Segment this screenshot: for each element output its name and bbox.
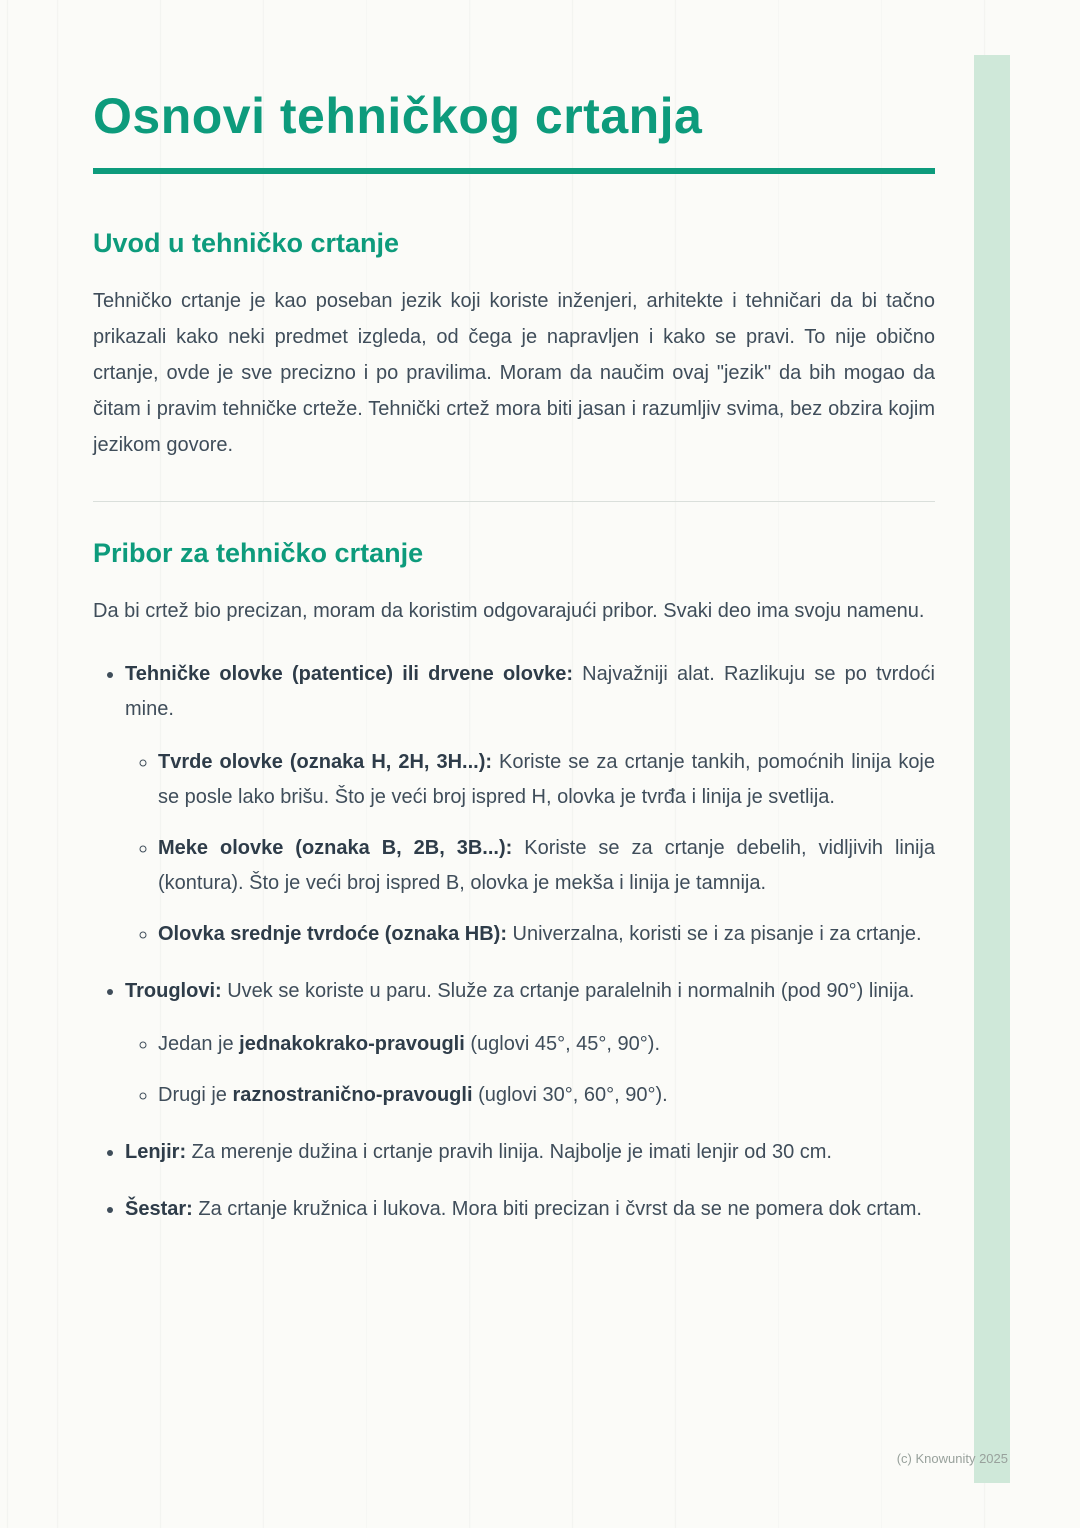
intro-paragraph: Tehničko crtanje je kao poseban jezik koji koriste inženjeri, arhitekte i tehničari da bi tačno prikazali kako neki predmet izgleda, od čega je napravljen i kako se pravi. To nije obično crtanje, ovde je sve precizno i po pravilima. Moram da naučim ovaj "jezik" da bih mogao da čitam i pravim tehničke crteže. Tehnički crtež mora biti jasan i razumljiv svima, bez obzira kojim jezikom govore. xyxy=(93,289,935,456)
pribor-paragraph: Da bi crtež bio precizan, moram da koristim odgovarajući pribor. Svaki deo ima svoju namenu. xyxy=(93,599,925,622)
list-item-hb-pencil xyxy=(158,917,935,952)
item-bold: Tvrde olovke (oznaka H, 2H, 3H...): xyxy=(158,750,493,773)
section-heading-intro: Uvod u tehničko crtanje xyxy=(93,227,400,258)
triangles-sublist xyxy=(125,1027,935,1113)
list-item-scalene-triangle xyxy=(158,1078,935,1113)
pencils-sublist xyxy=(125,745,935,952)
list-item-triangles xyxy=(125,974,935,1113)
item-bold: Šestar: xyxy=(125,1197,193,1220)
tools-list xyxy=(93,657,935,1227)
item-rest: Koriste se za crtanje tankih, pomoćnih linija koje se posle lako brišu. Što je veći broj ispred H, olovka je tvrđa i linija je svetlija. xyxy=(158,750,936,808)
list-item-pencils xyxy=(125,657,935,952)
list-item-text xyxy=(125,974,935,1009)
item-bold: Olovka srednje tvrdoće (oznaka HB): xyxy=(158,922,507,945)
item-bold: Lenjir: xyxy=(125,1140,187,1163)
list-item-text xyxy=(125,1192,935,1227)
list-item-text xyxy=(158,917,935,952)
item-bold: jednakokrako-pravougli xyxy=(239,1032,465,1055)
section-heading-pribor: Pribor za tehničko crtanje xyxy=(93,537,424,568)
item-rest: Koriste se za crtanje debelih, vidljivih linija (kontura). Što je veći broj ispred B, olovka je mekša i linija je tamnija. xyxy=(158,836,935,894)
title-underline xyxy=(93,168,935,174)
item-bold: Tehničke olovke (patentice) ili drvene olovke: xyxy=(125,662,573,685)
list-item-text xyxy=(125,657,935,727)
list-item-text xyxy=(158,831,935,901)
section-intro xyxy=(93,228,935,463)
list-item-soft-pencils xyxy=(158,831,935,901)
list-item-text xyxy=(158,745,935,815)
list-item-text xyxy=(125,1135,935,1170)
list-item-compass xyxy=(125,1192,935,1227)
item-bold: Meke olovke (oznaka B, 2B, 3B...): xyxy=(158,836,513,859)
item-rest: Za crtanje kružnica i lukova. Mora biti precizan i čvrst da se ne pomera dok crtam. xyxy=(192,1197,922,1220)
item-rest: (uglovi 45°, 45°, 90°). xyxy=(464,1032,661,1055)
right-accent-stripe xyxy=(974,55,1010,1483)
item-rest: (uglovi 30°, 60°, 90°). xyxy=(472,1083,668,1106)
list-item-isosceles-triangle xyxy=(158,1027,935,1062)
item-bold: Trouglovi: xyxy=(125,979,222,1002)
list-item-ruler xyxy=(125,1135,935,1170)
copyright-notice: (c) Knowunity 2025 xyxy=(896,1451,1008,1466)
item-rest: Uvek se koriste u paru. Služe za crtanje paralelnih i normalnih (pod 90°) linija. xyxy=(221,979,915,1002)
page-content xyxy=(93,0,935,1249)
item-rest: Za merenje dužina i crtanje pravih linija. Najbolje je imati lenjir od 30 cm. xyxy=(186,1140,832,1163)
item-prefix: Drugi je xyxy=(158,1083,233,1106)
item-rest: Najvažniji alat. Razlikuju se po tvrdoći mine. xyxy=(125,662,935,720)
item-rest: Univerzalna, koristi se i za pisanje i za crtanje. xyxy=(506,922,922,945)
section-divider xyxy=(93,501,935,502)
list-item-hard-pencils xyxy=(158,745,935,815)
list-item-text xyxy=(158,1078,935,1113)
list-item-text xyxy=(158,1027,935,1062)
item-bold: raznostranično-pravougli xyxy=(232,1083,473,1106)
page-title: Osnovi tehničkog crtanja xyxy=(93,88,703,144)
item-prefix: Jedan je xyxy=(158,1032,240,1055)
section-pribor xyxy=(93,538,935,1227)
